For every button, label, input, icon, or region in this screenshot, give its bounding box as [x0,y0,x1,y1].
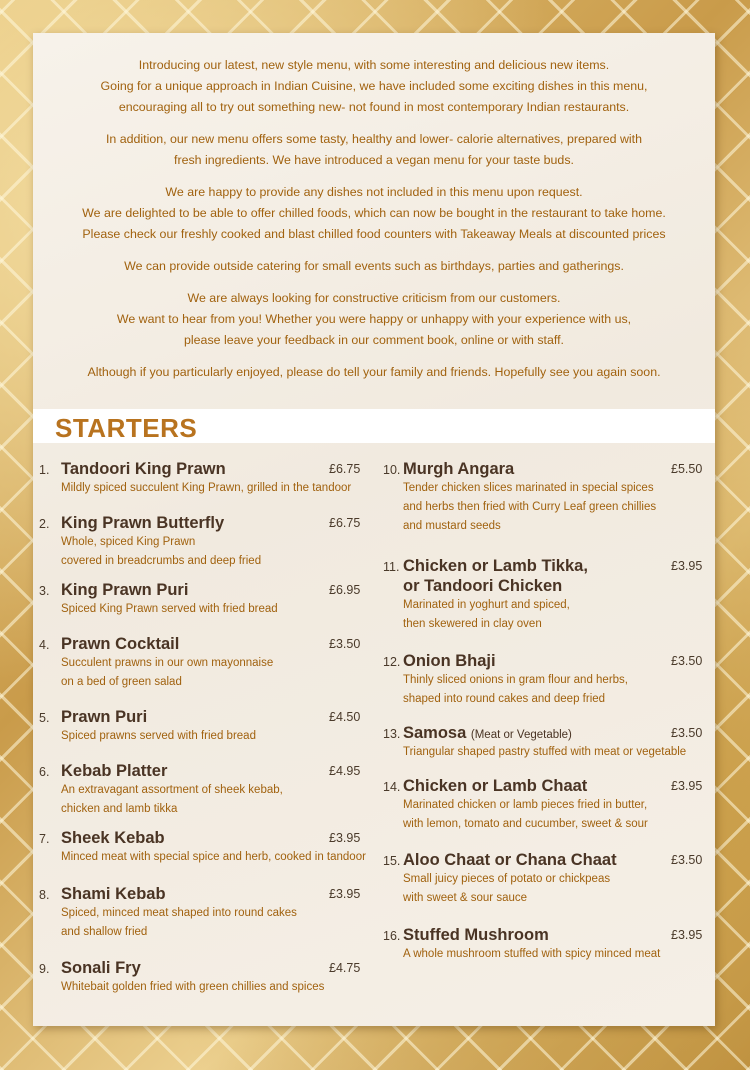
item-price: £4.75 [329,961,361,975]
item-price: £3.50 [671,726,703,740]
item-description-line: Whole, spiced King Prawn [61,536,196,548]
section-header [33,409,715,443]
section-title: STARTERS [55,413,198,443]
item-name-text: Shami Kebab [61,885,166,903]
item-price: £3.50 [329,637,361,651]
item-name [61,459,226,479]
intro-text [33,55,715,383]
item-name [403,723,572,745]
intro-line: In addition, our new menu offers some tasty, healthy and lower- calorie alternatives, prepared with [105,132,643,146]
item-price: £3.95 [329,831,361,845]
item-number: 14. [383,780,401,794]
item-price: £6.75 [329,462,361,476]
intro-line: please leave your feedback in our comment book, online or with staff. [184,333,564,347]
item-name-text: Sheek Kebab [61,829,165,847]
intro-line: encouraging all to try out something new- not found in most contemporary Indian restaurants. [118,100,630,114]
item-description-line: Thinly sliced onions in gram flour and herbs, [403,674,629,686]
item-name [61,884,166,904]
item-number: 4. [39,638,50,652]
item-name [403,925,549,945]
item-description [403,671,628,709]
item-name [61,580,188,600]
item-name-text: Chicken or Lamb Tikka, [403,557,588,575]
menu-panel [33,33,715,1026]
item-description [61,600,278,619]
item-description [403,945,660,964]
item-description-line: with sweet & sour sauce [403,892,528,904]
item-name-text: King Prawn Puri [61,581,189,599]
item-name [403,651,496,671]
item-name-text: Chicken or Lamb Chaat [403,777,588,795]
item-description [61,654,273,692]
intro-line: Please check our freshly cooked and blast chilled food counters with Takeaway Meals at discounted prices [82,227,666,241]
item-description-line: Whitebait golden fried with green chillies and spices [61,981,325,993]
item-name-text: Sonali Fry [61,959,141,977]
item-price: £4.50 [329,710,361,724]
item-description [61,727,256,746]
item-price: £3.95 [671,559,703,573]
intro-line: fresh ingredients. We have introduced a vegan menu for your taste buds. [174,153,574,167]
item-description-line: Marinated in yoghurt and spiced, [403,599,570,611]
item-name-text: Onion Bhaji [403,652,496,670]
item-name-text: Stuffed Mushroom [403,926,549,944]
item-number: 3. [39,584,50,598]
intro-line: We are happy to provide any dishes not included in this menu upon request. [165,185,583,199]
item-description-line: on a bed of green salad [61,676,182,688]
item-description-line: with lemon, tomato and cucumber, sweet & sour [403,818,648,830]
item-number: 9. [39,962,50,976]
item-name [403,850,617,870]
item-description-line: Minced meat with special spice and herb, cooked in tandoor [61,851,366,863]
item-number: 16. [383,929,401,943]
item-name [61,513,224,533]
item-number: 6. [39,765,50,779]
item-description [403,870,610,908]
item-price: £3.50 [671,853,703,867]
item-number: 15. [383,854,401,868]
item-description-line: Mildly spiced succulent King Prawn, grilled in the tandoor [61,482,352,494]
item-number: 12. [383,655,401,669]
item-description-line: Succulent prawns in our own mayonnaise [61,657,274,669]
item-number: 2. [39,517,50,531]
item-name-text: Samosa [403,724,467,742]
item-description [61,848,366,867]
item-name-text: King Prawn Butterfly [61,514,225,532]
item-name [61,707,147,727]
item-number: 8. [39,888,50,902]
item-name [61,634,179,654]
item-name [403,459,514,479]
intro-line: Although if you particularly enjoyed, please do tell your family and friends. Hopefully see you again soon. [87,365,661,379]
item-description [403,479,656,536]
item-name-text: Murgh Angara [403,460,515,478]
item-description-line: chicken and lamb tikka [61,803,178,815]
item-description-line: covered in breadcrumbs and deep fried [61,555,262,567]
item-description-line: Spiced, minced meat shaped into round cakes [61,907,297,919]
item-name-text: Prawn Cocktail [61,635,180,653]
item-description-line: Triangular shaped pastry stuffed with meat or vegetable [403,746,687,758]
item-name-text: Tandoori King Prawn [61,460,226,478]
item-price: £3.95 [671,928,703,942]
item-name [403,556,588,596]
item-description [403,743,686,762]
item-name-text: Aloo Chaat or Chana Chaat [403,851,617,869]
item-name [403,776,587,796]
item-price: £6.95 [329,583,361,597]
intro-line: We are always looking for constructive criticism from our customers. [187,291,561,305]
item-description [61,533,261,571]
intro-line: Going for a unique approach in Indian Cuisine, we have included some exciting dishes in this menu, [100,79,648,93]
item-description [403,596,570,634]
item-price: £4.95 [329,764,361,778]
item-number: 13. [383,727,401,741]
item-description-line: shaped into round cakes and deep fried [403,693,606,705]
item-description-line: and herbs then fried with Curry Leaf green chillies [403,501,657,513]
item-description [61,904,297,942]
item-description-line: A whole mushroom stuffed with spicy minced meat [403,948,661,960]
item-description [61,781,283,819]
item-description-line: Spiced prawns served with fried bread [61,730,256,742]
item-description-line: and mustard seeds [403,520,501,532]
item-name-line2: or Tandoori Chicken [403,577,563,595]
item-name-note: (Meat or Vegetable) [470,729,572,741]
item-name-text: Prawn Puri [61,708,148,726]
item-description-line: Tender chicken slices marinated in special spices [403,482,654,494]
item-description [403,796,648,834]
item-number: 10. [383,463,401,477]
item-description [61,479,351,498]
item-price: £3.95 [671,779,703,793]
intro-line: We are delighted to be able to offer chilled foods, which can now be bought in the restaurant to take home. [82,206,666,220]
item-number: 11. [383,560,400,574]
intro-line: Introducing our latest, new style menu, with some interesting and delicious new items. [138,58,610,72]
item-description-line: Marinated chicken or lamb pieces fried in butter, [403,799,648,811]
item-name [61,958,141,978]
intro-line: We want to hear from you! Whether you were happy or unhappy with your experience with us, [116,312,632,326]
item-price: £3.95 [329,887,361,901]
item-name [61,761,167,781]
item-price: £3.50 [671,654,703,668]
item-number: 5. [39,711,50,725]
item-description [61,978,324,997]
intro-line: We can provide outside catering for small events such as birthdays, parties and gatherings. [124,259,624,273]
item-price: £5.50 [671,462,703,476]
item-number: 1. [39,463,50,477]
item-description-line: and shallow fried [61,926,148,938]
item-price: £6.75 [329,516,361,530]
item-description-line: then skewered in clay oven [403,618,542,630]
item-description-line: An extravagant assortment of sheek kebab, [61,784,283,796]
item-description-line: Small juicy pieces of potato or chickpeas [403,873,611,885]
item-description-line: Spiced King Prawn served with fried bread [61,603,278,615]
item-name-text: Kebab Platter [61,762,168,780]
item-number: 7. [39,832,50,846]
item-name [61,828,165,848]
